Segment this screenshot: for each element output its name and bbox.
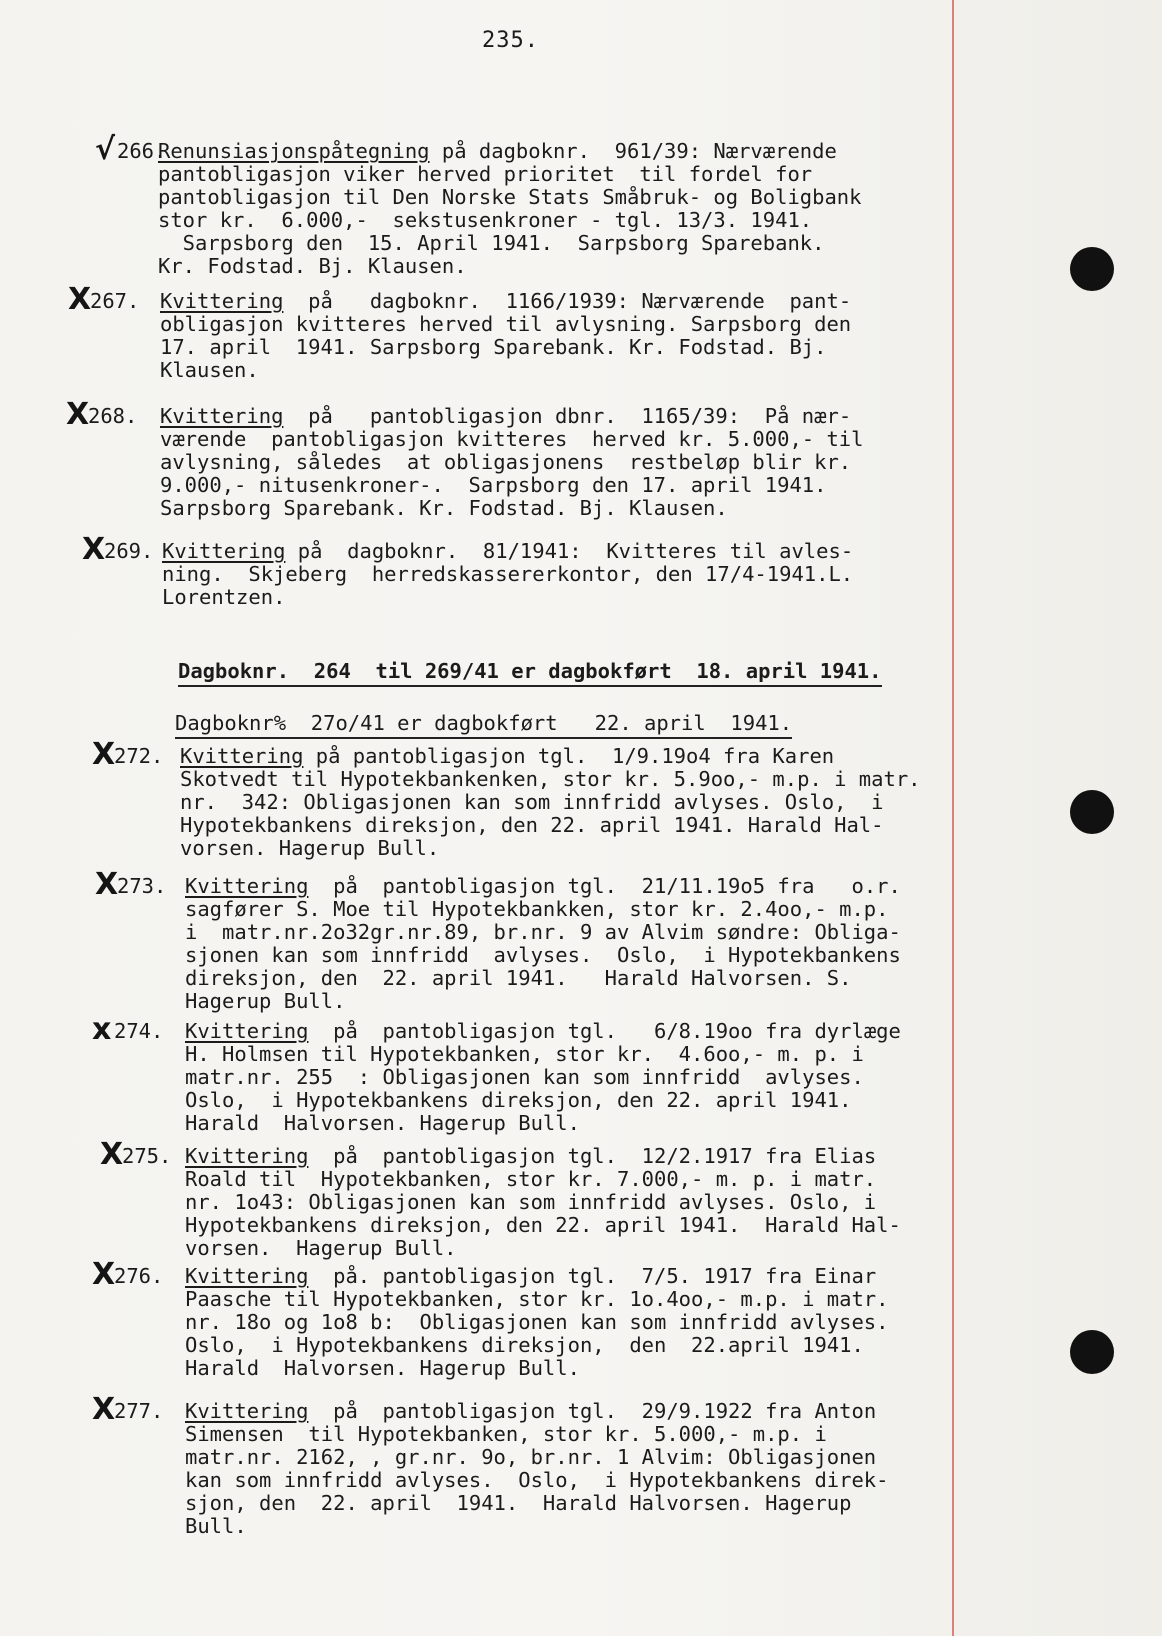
dagbok-note bbox=[178, 660, 882, 683]
entry-text: nr. 1o43: Obligasjonen kan som innfridd avlyses. Oslo, i bbox=[185, 1190, 877, 1214]
page-number: 235. bbox=[482, 28, 539, 53]
dagbok-note bbox=[175, 712, 792, 735]
entry-line bbox=[180, 791, 921, 814]
entry-text: Hypotekbankens direksjon, den 22. april 1941. Harald Hal- bbox=[185, 1213, 901, 1237]
entry-line bbox=[185, 921, 901, 944]
entry-number: 266. bbox=[117, 139, 167, 163]
entry-line bbox=[185, 1191, 901, 1214]
binder-hole bbox=[1070, 790, 1114, 834]
entry-heading: Kvittering bbox=[185, 1264, 309, 1288]
entry-text: Oslo, i Hypotekbankens direksjon, den 22.april 1941. bbox=[185, 1333, 864, 1357]
binder-hole bbox=[1070, 247, 1114, 291]
entry-line bbox=[185, 1089, 901, 1112]
entry-number: 267. bbox=[90, 289, 140, 313]
entry-text: Klausen. bbox=[160, 358, 259, 382]
binder-hole bbox=[1070, 1330, 1114, 1374]
entry-line bbox=[185, 1357, 889, 1380]
entry-text: ning. Skjeberg herredskassererkontor, den 17/4-1941.L. bbox=[162, 562, 854, 586]
ledger-entry bbox=[185, 1145, 901, 1260]
entry-number: 268. bbox=[88, 404, 138, 428]
entry-text: nr. 18o og 1o8 b: Obligasjonen kan som innfridd avlyses. bbox=[185, 1310, 889, 1334]
entry-text: pantobligasjon til Den Norske Stats Småbruk- og Boligbank bbox=[158, 185, 862, 209]
entry-line bbox=[160, 451, 864, 474]
entry-text: på. pantobligasjon tgl. 7/5. 1917 fra Einar bbox=[308, 1264, 877, 1288]
entry-text: på dagboknr. 961/39: Nærværende bbox=[429, 139, 837, 163]
entry-text: i matr.nr.2o32gr.nr.89, br.nr. 9 av Alvim søndre: Obliga- bbox=[185, 920, 901, 944]
checkmark-icon: X bbox=[100, 1137, 124, 1172]
entry-heading: Kvittering bbox=[160, 289, 284, 313]
entry-line bbox=[185, 1237, 901, 1260]
entry-heading: Kvittering bbox=[185, 1399, 309, 1423]
entry-heading: Kvittering bbox=[185, 1144, 309, 1168]
entry-text: pantobligasjon viker herved prioritet til fordel for bbox=[158, 162, 813, 186]
entry-line bbox=[185, 898, 901, 921]
entry-number: 276. bbox=[114, 1264, 164, 1288]
entry-line bbox=[185, 944, 901, 967]
entry-text: Bull. bbox=[185, 1514, 247, 1538]
entry-text: 9.000,- nitusenkroner-. Sarpsborg den 17. april 1941. bbox=[160, 473, 827, 497]
entry-line bbox=[180, 814, 921, 837]
entry-text: 17. april 1941. Sarpsborg Sparebank. Kr. Fodstad. Bj. bbox=[160, 335, 827, 359]
entry-line bbox=[160, 313, 851, 336]
entry-line bbox=[158, 232, 862, 255]
entry-number: 275. bbox=[122, 1144, 172, 1168]
entry-text: Sarpsborg Sparebank. Kr. Fodstad. Bj. Klausen. bbox=[160, 496, 728, 520]
ledger-entry bbox=[185, 1020, 901, 1135]
entry-line bbox=[162, 540, 853, 563]
entry-line bbox=[160, 428, 864, 451]
entry-line bbox=[160, 336, 851, 359]
checkmark-icon: X bbox=[92, 1392, 116, 1427]
entry-line bbox=[160, 474, 864, 497]
ledger-entry bbox=[180, 745, 921, 860]
entry-heading: Kvittering bbox=[185, 1019, 309, 1043]
entry-text: H. Holmsen til Hypotekbanken, stor kr. 4.6oo,- m. p. i bbox=[185, 1042, 864, 1066]
ledger-entry bbox=[185, 1400, 889, 1538]
checkmark-icon: X bbox=[95, 867, 119, 902]
ledger-entry bbox=[162, 540, 853, 609]
entry-text: Hypotekbankens direksjon, den 22. april 1941. Harald Hal- bbox=[180, 813, 884, 837]
entry-text: sjonen kan som innfridd avlyses. Oslo, i Hypotekbankens bbox=[185, 943, 901, 967]
entry-line bbox=[185, 1423, 889, 1446]
dagbok-note-text: Dagboknr. 264 til 269/41 er dagbokført 18. april 1941. bbox=[178, 659, 882, 687]
entry-text: Harald Halvorsen. Hagerup Bull. bbox=[185, 1356, 580, 1380]
entry-number: 269. bbox=[104, 539, 154, 563]
entry-text: vorsen. Hagerup Bull. bbox=[180, 836, 440, 860]
entry-text: på pantobligasjon dbnr. 1165/39: På nær- bbox=[283, 404, 852, 428]
entry-heading: Kvittering bbox=[180, 744, 304, 768]
entry-text: på pantobligasjon tgl. 21/11.19o5 fra o.r. bbox=[308, 874, 901, 898]
entry-number: 277. bbox=[114, 1399, 164, 1423]
checkmark-icon: X bbox=[92, 737, 116, 772]
entry-text: vorsen. Hagerup Bull. bbox=[185, 1236, 457, 1260]
entry-line bbox=[185, 1020, 901, 1043]
entry-text: på dagboknr. 1166/1939: Nærværende pant- bbox=[283, 289, 852, 313]
entry-line bbox=[185, 1515, 889, 1538]
entry-line bbox=[158, 255, 862, 278]
margin-line bbox=[952, 0, 954, 1636]
entry-text: obligasjon kvitteres herved til avlysning. Sarpsborg den bbox=[160, 312, 852, 336]
entry-line bbox=[160, 405, 864, 428]
entry-text: sagfører S. Moe til Hypotekbankken, stor kr. 2.4oo,- m.p. bbox=[185, 897, 889, 921]
entry-line bbox=[185, 1214, 901, 1237]
ledger-entry bbox=[160, 405, 864, 520]
checkmark-icon: √ bbox=[95, 132, 116, 167]
entry-text: kan som innfridd avlyses. Oslo, i Hypotekbankens direk- bbox=[185, 1468, 889, 1492]
entry-line bbox=[185, 1265, 889, 1288]
entry-heading: Kvittering bbox=[185, 874, 309, 898]
ledger-entry bbox=[185, 875, 901, 1013]
ledger-entry bbox=[158, 140, 862, 278]
entry-line bbox=[158, 186, 862, 209]
entry-text: på pantobligasjon tgl. 12/2.1917 fra Elias bbox=[308, 1144, 877, 1168]
entry-text: avlysning, således at obligasjonens restbeløp blir kr. bbox=[160, 450, 852, 474]
entry-line bbox=[185, 1112, 901, 1135]
entry-text: matr.nr. 2162, , gr.nr. 9o, br.nr. 1 Alvim: Obligasjonen bbox=[185, 1445, 877, 1469]
entry-number: 274. bbox=[114, 1019, 164, 1043]
entry-text: direksjon, den 22. april 1941. Harald Halvorsen. S. bbox=[185, 966, 852, 990]
entry-line bbox=[185, 1168, 901, 1191]
entry-heading: Renunsiasjonspåtegning bbox=[158, 139, 430, 163]
checkmark-icon: X bbox=[68, 282, 92, 317]
entry-text: Paasche til Hypotekbanken, stor kr. 1o.4oo,- m.p. i matr. bbox=[185, 1287, 889, 1311]
entry-text: Lorentzen. bbox=[162, 585, 286, 609]
ledger-entry bbox=[160, 290, 851, 382]
entry-number: 273. bbox=[117, 874, 167, 898]
entry-line bbox=[185, 1446, 889, 1469]
entry-line bbox=[185, 967, 901, 990]
entry-heading: Kvittering bbox=[162, 539, 286, 563]
entry-text: på dagboknr. 81/1941: Kvitteres til avles- bbox=[285, 539, 854, 563]
entry-line bbox=[160, 290, 851, 313]
entry-line bbox=[180, 837, 921, 860]
entry-line bbox=[158, 140, 862, 163]
entry-line bbox=[158, 163, 862, 186]
entry-line bbox=[185, 990, 901, 1013]
entry-text: Simensen til Hypotekbanken, stor kr. 5.000,- m.p. i bbox=[185, 1422, 827, 1446]
entry-line bbox=[158, 209, 862, 232]
entry-line bbox=[160, 359, 851, 382]
entry-text: stor kr. 6.000,- sekstusenkroner - tgl. 13/3. 1941. bbox=[158, 208, 813, 232]
entry-line bbox=[185, 1145, 901, 1168]
entry-text: Hagerup Bull. bbox=[185, 989, 346, 1013]
dagbok-note-text: Dagboknr% 27o/41 er dagbokført 22. april 1941. bbox=[175, 711, 792, 739]
entry-text: nr. 342: Obligasjonen kan som innfridd avlyses. Oslo, i bbox=[180, 790, 884, 814]
entry-line bbox=[160, 497, 864, 520]
entry-text: Oslo, i Hypotekbankens direksjon, den 22. april 1941. bbox=[185, 1088, 852, 1112]
checkmark-icon: X bbox=[92, 1257, 116, 1292]
checkmark-icon: X bbox=[82, 532, 106, 567]
entry-line bbox=[180, 768, 921, 791]
entry-text: Roald til Hypotekbanken, stor kr. 7.000,- m. p. i matr. bbox=[185, 1167, 877, 1191]
entry-line bbox=[185, 1334, 889, 1357]
entry-text: Skotvedt til Hypotekbankenken, stor kr. 5.9oo,- m.p. i matr. bbox=[180, 767, 921, 791]
entry-line bbox=[185, 1400, 889, 1423]
entry-line bbox=[185, 875, 901, 898]
checkmark-icon: X bbox=[66, 397, 90, 432]
entry-text: Sarpsborg den 15. April 1941. Sarpsborg Sparebank. bbox=[158, 231, 825, 255]
entry-text: på pantobligasjon tgl. 1/9.19o4 fra Karen bbox=[303, 744, 835, 768]
entry-line bbox=[185, 1288, 889, 1311]
entry-line bbox=[180, 745, 921, 768]
entry-text: på pantobligasjon tgl. 6/8.19oo fra dyrlæge bbox=[308, 1019, 901, 1043]
checkmark-icon: x bbox=[92, 1012, 112, 1047]
entry-line bbox=[185, 1492, 889, 1515]
entry-line bbox=[162, 563, 853, 586]
entry-text: sjon, den 22. april 1941. Harald Halvorsen. Hagerup bbox=[185, 1491, 852, 1515]
entry-text: Kr. Fodstad. Bj. Klausen. bbox=[158, 254, 467, 278]
entry-line bbox=[185, 1311, 889, 1334]
entry-line bbox=[162, 586, 853, 609]
entry-heading: Kvittering bbox=[160, 404, 284, 428]
entry-text: værende pantobligasjon kvitteres herved kr. 5.000,- til bbox=[160, 427, 864, 451]
ledger-entry bbox=[185, 1265, 889, 1380]
entry-number: 272. bbox=[114, 744, 164, 768]
entry-text: på pantobligasjon tgl. 29/9.1922 fra Anton bbox=[308, 1399, 877, 1423]
entry-line bbox=[185, 1043, 901, 1066]
entry-text: Harald Halvorsen. Hagerup Bull. bbox=[185, 1111, 580, 1135]
entry-text: matr.nr. 255 : Obligasjonen kan som innfridd avlyses. bbox=[185, 1065, 864, 1089]
entry-line bbox=[185, 1066, 901, 1089]
entry-line bbox=[185, 1469, 889, 1492]
